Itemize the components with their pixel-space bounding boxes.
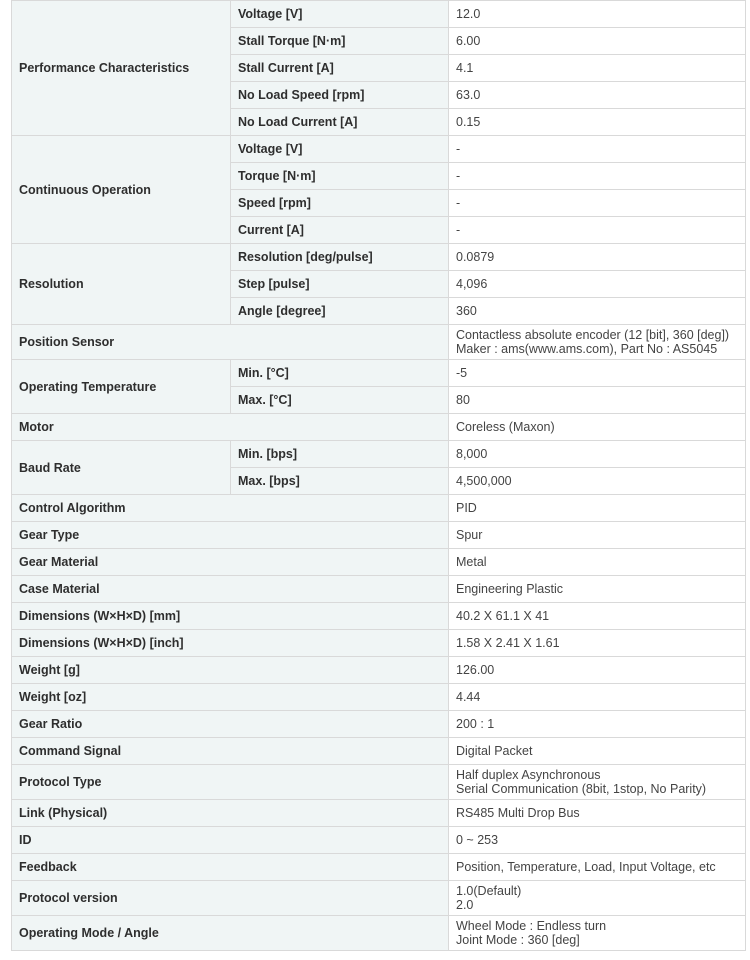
spec-value-line: 4.44	[456, 690, 481, 704]
spec-label: Control Algorithm	[12, 495, 449, 522]
spec-value-line: -5	[456, 366, 468, 380]
spec-value-line: -	[456, 169, 461, 183]
spec-value	[449, 738, 746, 765]
spec-value	[449, 82, 746, 109]
spec-label: Gear Material	[12, 549, 449, 576]
spec-sublabel: Stall Torque [N·m]	[231, 28, 449, 55]
spec-row-baud-rate	[12, 441, 746, 468]
spec-value	[449, 190, 746, 217]
spec-value-line: -	[456, 223, 461, 237]
spec-row-operating-mode-angle	[12, 916, 746, 951]
spec-sublabel: Min. [°C]	[231, 360, 449, 387]
spec-value	[449, 414, 746, 441]
spec-value	[449, 549, 746, 576]
spec-value-line: Half duplex Asynchronous	[456, 768, 601, 782]
spec-value	[449, 217, 746, 244]
spec-value	[449, 630, 746, 657]
spec-row-position-sensor	[12, 325, 746, 360]
spec-value-line: 12.0	[456, 7, 481, 21]
spec-value	[449, 136, 746, 163]
spec-sublabel: No Load Speed [rpm]	[231, 82, 449, 109]
spec-row-control-algorithm	[12, 495, 746, 522]
spec-value-line: 0.0879	[456, 250, 495, 264]
spec-value	[449, 522, 746, 549]
spec-value	[449, 827, 746, 854]
spec-row-dimensions-w-h-d-inch	[12, 630, 746, 657]
spec-value	[449, 854, 746, 881]
spec-label: Weight [oz]	[12, 684, 449, 711]
spec-row-weight-g	[12, 657, 746, 684]
spec-label: Motor	[12, 414, 449, 441]
spec-label: Protocol Type	[12, 765, 449, 800]
spec-label: Link (Physical)	[12, 800, 449, 827]
spec-row-operating-temperature	[12, 360, 746, 387]
spec-value-line: 4,500,000	[456, 474, 512, 488]
spec-value	[449, 298, 746, 325]
spec-value-line: Digital Packet	[456, 744, 533, 758]
spec-value	[449, 163, 746, 190]
spec-row-weight-oz	[12, 684, 746, 711]
spec-label: Command Signal	[12, 738, 449, 765]
spec-sublabel: Current [A]	[231, 217, 449, 244]
spec-value-line: 40.2 X 61.1 X 41	[456, 609, 550, 623]
spec-sublabel: Voltage [V]	[231, 136, 449, 163]
spec-value-line: 126.00	[456, 663, 495, 677]
spec-label: Gear Type	[12, 522, 449, 549]
spec-row-case-material	[12, 576, 746, 603]
spec-value	[449, 55, 746, 82]
spec-value	[449, 28, 746, 55]
spec-table	[11, 0, 746, 951]
spec-value	[449, 387, 746, 414]
spec-value	[449, 916, 746, 951]
spec-table-body	[12, 1, 746, 951]
spec-value	[449, 271, 746, 298]
spec-sublabel: Max. [°C]	[231, 387, 449, 414]
spec-label: Dimensions (W×H×D) [mm]	[12, 603, 449, 630]
spec-value-line: Maker : ams(www.ams.com), Part No : AS5045	[456, 342, 718, 356]
spec-value-line: Serial Communication (8bit, 1stop, No Parity)	[456, 782, 707, 796]
spec-row-feedback	[12, 854, 746, 881]
spec-value	[449, 576, 746, 603]
spec-row-resolution	[12, 244, 746, 271]
spec-value	[449, 800, 746, 827]
spec-sublabel: Max. [bps]	[231, 468, 449, 495]
spec-row-dimensions-w-h-d-mm	[12, 603, 746, 630]
spec-value	[449, 765, 746, 800]
spec-value	[449, 244, 746, 271]
spec-value-line: Contactless absolute encoder (12 [bit], 360 [deg])	[456, 328, 730, 342]
spec-value-line: 1.58 X 2.41 X 1.61	[456, 636, 560, 650]
spec-value-line: 200 : 1	[456, 717, 495, 731]
spec-label: ID	[12, 827, 449, 854]
spec-label: Operating Temperature	[12, 360, 231, 414]
spec-label: Continuous Operation	[12, 136, 231, 244]
spec-value-line: Position, Temperature, Load, Input Voltage, etc	[456, 860, 716, 874]
spec-value-line: 6.00	[456, 34, 481, 48]
spec-sublabel: Min. [bps]	[231, 441, 449, 468]
spec-label: Baud Rate	[12, 441, 231, 495]
spec-sublabel: Speed [rpm]	[231, 190, 449, 217]
spec-sublabel: Step [pulse]	[231, 271, 449, 298]
spec-value-line: Coreless (Maxon)	[456, 420, 555, 434]
spec-value-line: 0.15	[456, 115, 481, 129]
spec-label: Dimensions (W×H×D) [inch]	[12, 630, 449, 657]
spec-label: Performance Characteristics	[12, 1, 231, 136]
spec-label: Position Sensor	[12, 325, 449, 360]
spec-value-line: -	[456, 196, 461, 210]
spec-value	[449, 468, 746, 495]
spec-value	[449, 495, 746, 522]
spec-value	[449, 441, 746, 468]
spec-row-gear-material	[12, 549, 746, 576]
spec-value-line: 4.1	[456, 61, 474, 75]
spec-value-line: Metal	[456, 555, 487, 569]
spec-sublabel: Resolution [deg/pulse]	[231, 244, 449, 271]
spec-label: Weight [g]	[12, 657, 449, 684]
spec-row-gear-type	[12, 522, 746, 549]
spec-value	[449, 109, 746, 136]
spec-sublabel: No Load Current [A]	[231, 109, 449, 136]
spec-value-line: 0 ~ 253	[456, 833, 499, 847]
spec-value-line: 4,096	[456, 277, 488, 291]
spec-value	[449, 711, 746, 738]
spec-row-command-signal	[12, 738, 746, 765]
spec-sublabel: Stall Current [A]	[231, 55, 449, 82]
spec-value-line: 1.0(Default)	[456, 884, 522, 898]
spec-value-line: Joint Mode : 360 [deg]	[456, 933, 580, 947]
spec-value-line: 80	[456, 393, 470, 407]
spec-value	[449, 1, 746, 28]
spec-value-line: RS485 Multi Drop Bus	[456, 806, 580, 820]
spec-value-line: PID	[456, 501, 477, 515]
spec-value-line: Spur	[456, 528, 483, 542]
spec-value	[449, 360, 746, 387]
spec-label: Gear Ratio	[12, 711, 449, 738]
spec-value-line: 63.0	[456, 88, 481, 102]
spec-sublabel: Angle [degree]	[231, 298, 449, 325]
spec-value	[449, 325, 746, 360]
spec-label: Case Material	[12, 576, 449, 603]
spec-row-gear-ratio	[12, 711, 746, 738]
spec-value-line: 360	[456, 304, 477, 318]
spec-row-protocol-version	[12, 881, 746, 916]
spec-value	[449, 684, 746, 711]
spec-label: Resolution	[12, 244, 231, 325]
spec-sublabel: Torque [N·m]	[231, 163, 449, 190]
spec-value	[449, 657, 746, 684]
spec-value-line: 8,000	[456, 447, 488, 461]
spec-value-line: Engineering Plastic	[456, 582, 564, 596]
spec-row-id	[12, 827, 746, 854]
spec-label: Operating Mode / Angle	[12, 916, 449, 951]
spec-value	[449, 603, 746, 630]
spec-value-line: -	[456, 142, 461, 156]
spec-row-continuous-operation	[12, 136, 746, 163]
spec-label: Feedback	[12, 854, 449, 881]
spec-row-link-physical	[12, 800, 746, 827]
spec-row-protocol-type	[12, 765, 746, 800]
spec-value-line: Wheel Mode : Endless turn	[456, 919, 607, 933]
spec-row-motor	[12, 414, 746, 441]
spec-sublabel: Voltage [V]	[231, 1, 449, 28]
spec-value-line: 2.0	[456, 898, 474, 912]
spec-row-performance-characteristics	[12, 1, 746, 28]
spec-value	[449, 881, 746, 916]
spec-label: Protocol version	[12, 881, 449, 916]
